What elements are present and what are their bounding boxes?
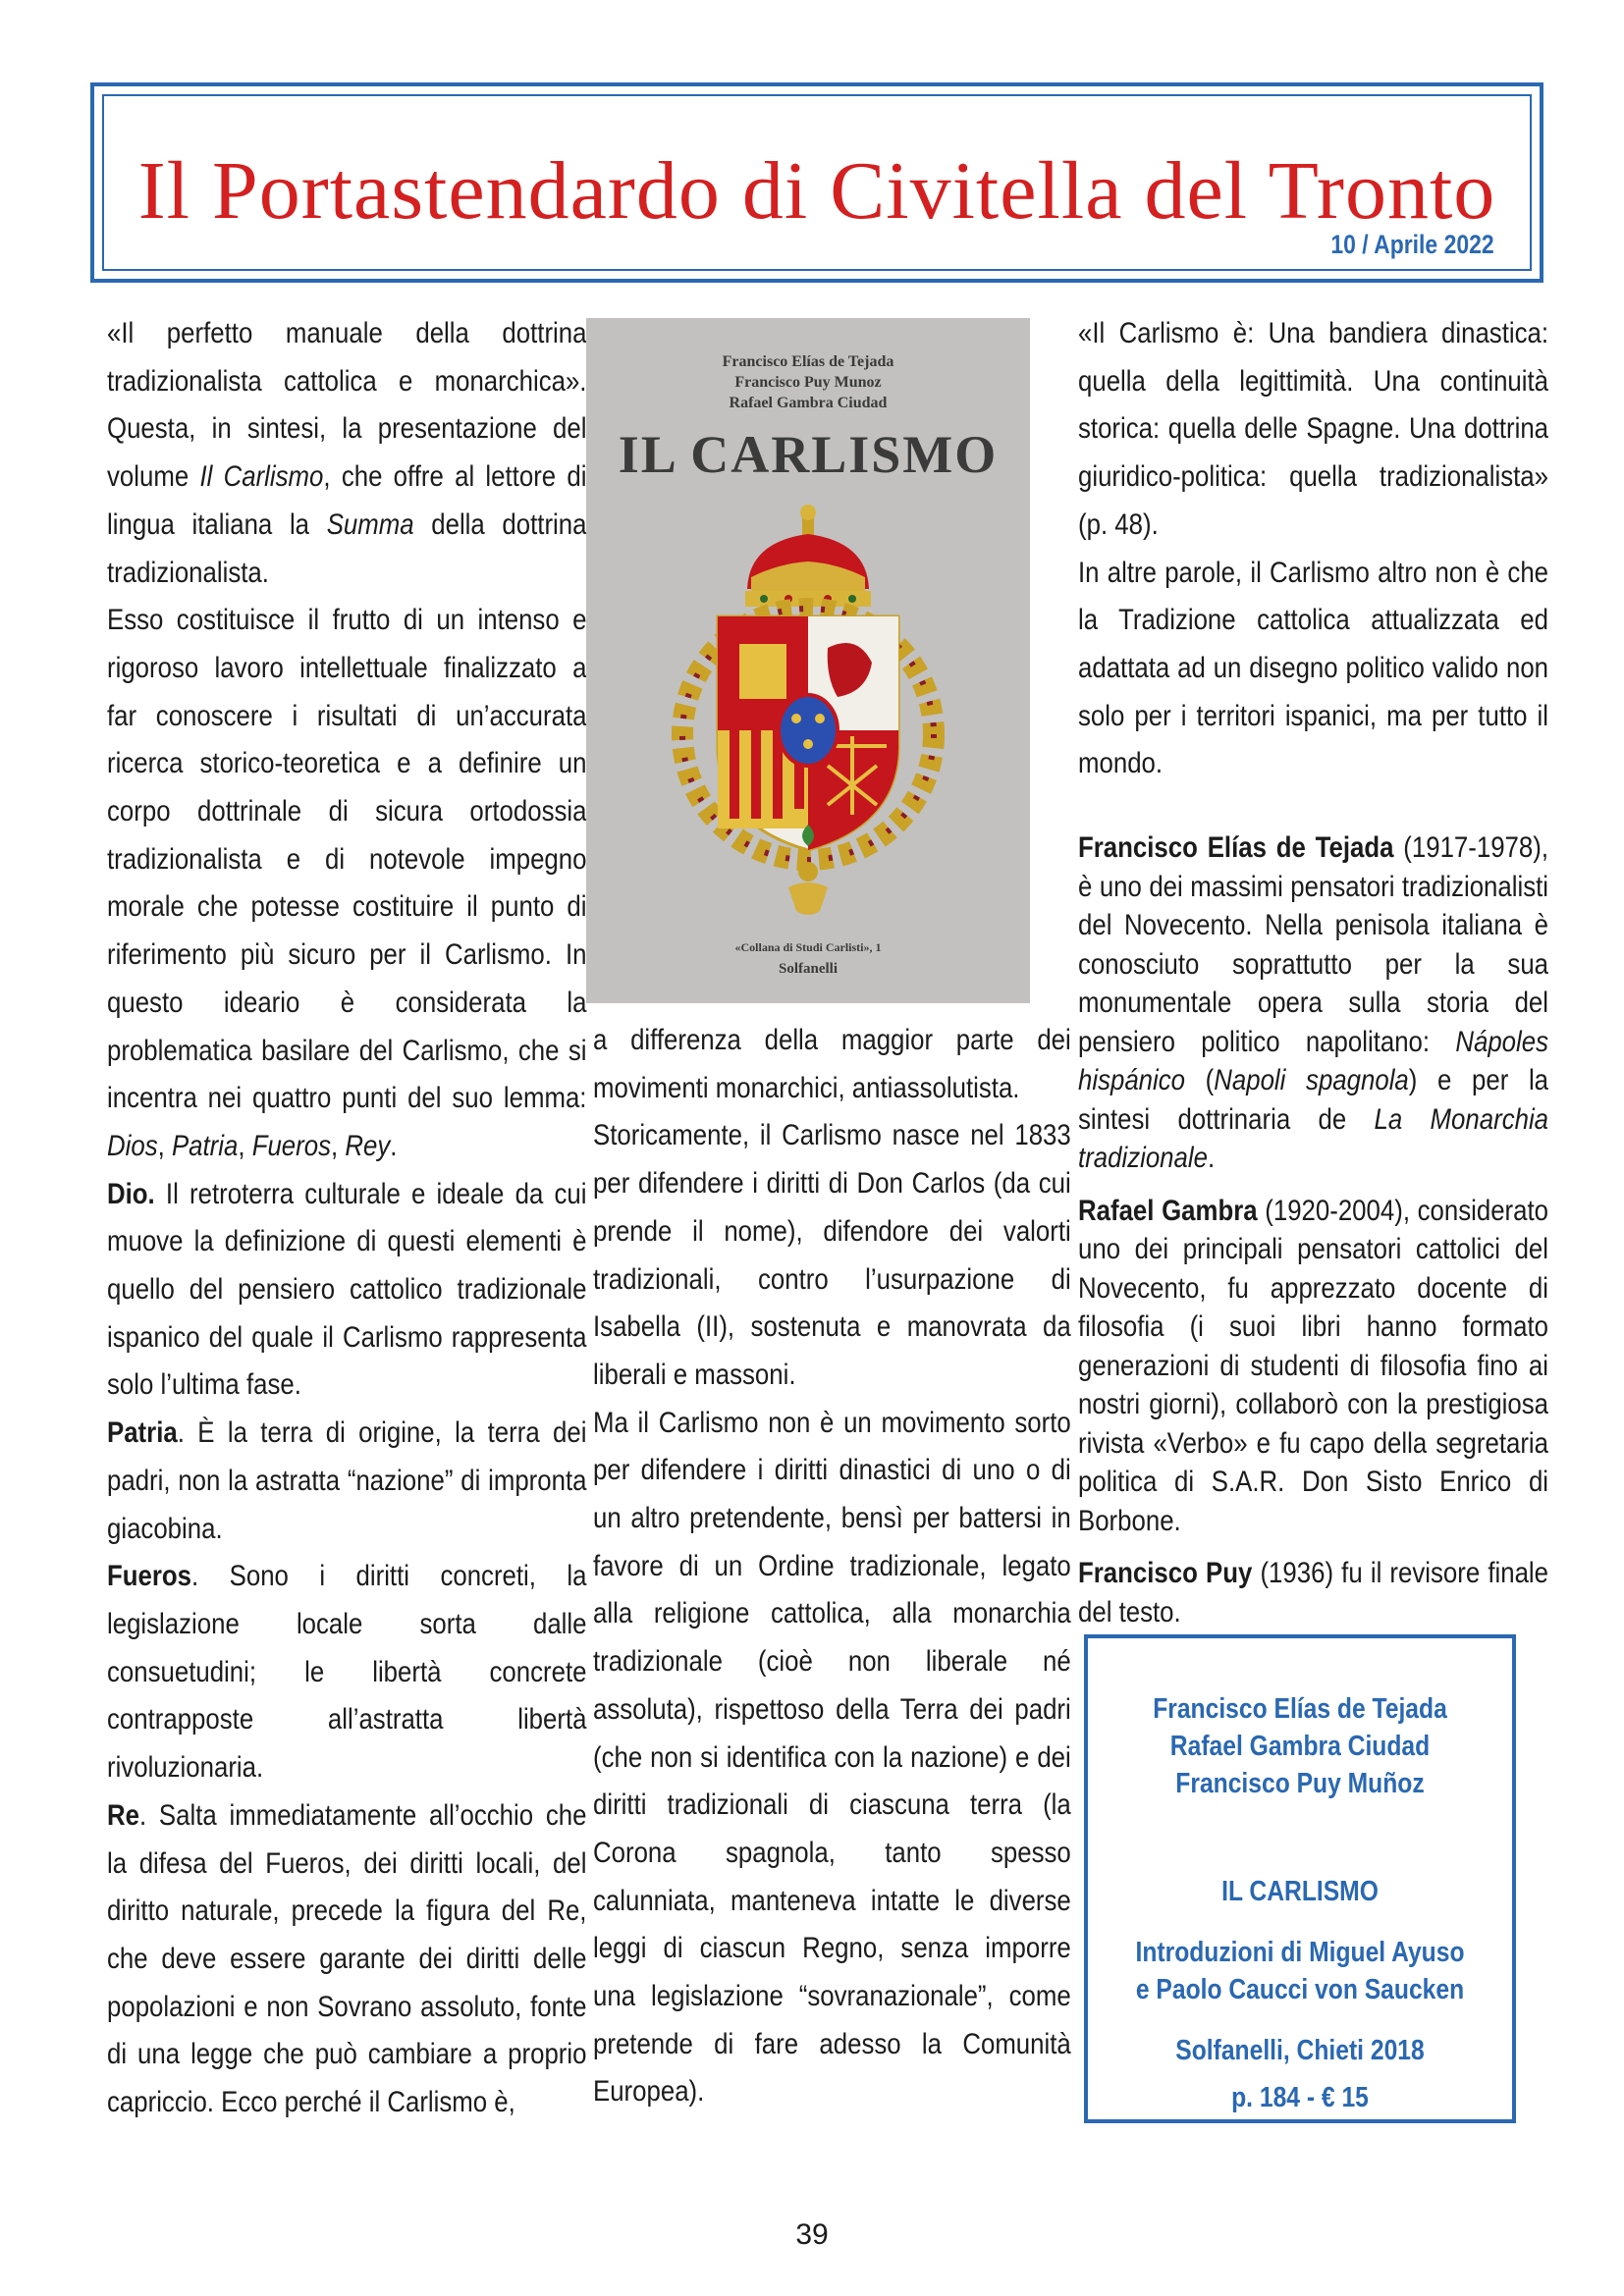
lemma-dios: Dios (107, 1129, 158, 1162)
re-label: Re (107, 1798, 139, 1832)
patria-paragraph (107, 1410, 586, 1553)
page-number: 39 (795, 2218, 829, 2251)
book-cover-series (586, 936, 1030, 980)
right-paragraph-2: In altre parole, il Carlismo altro non è che la Tradizione cattolica attualizzata ed adattata ad un disegno politico valido non solo per i territori ispanici, ma per tutto il mondo. (1078, 556, 1549, 780)
cover-author-2: Francisco Puy Munoz (734, 374, 882, 391)
info-author-3: Francisco Puy Muñoz (1175, 1768, 1425, 1799)
napoles-title: Nápoles hispánico (1078, 1025, 1549, 1096)
intro-text-2: , che offre al lettore di lingua italiana la (107, 460, 587, 541)
intro-text-3: della dottrina tradizionalista. (107, 507, 587, 589)
info-author-1: Francisco Elías de Tejada (1153, 1693, 1447, 1725)
patria-text: . È la terra di origine, la terra dei padri, non la astratta “nazione” di impronta giacobina. (107, 1416, 587, 1545)
re-paragraph (107, 1792, 586, 2127)
middle-paragraph-1: a differenza della maggior parte dei movimenti monarchici, antiassolutista. (593, 1024, 1071, 1104)
dio-label: Dio. (107, 1177, 155, 1210)
fueros-paragraph (107, 1553, 586, 1792)
tejada-bio (1078, 828, 1548, 1178)
info-publisher: Solfanelli, Chieti 2018 (1175, 2035, 1425, 2066)
cover-series-name: «Collana di Studi Carlisti», 1 (734, 940, 882, 954)
cover-author-1: Francisco Elías de Tejada (722, 353, 894, 370)
right-column-top (1078, 310, 1548, 788)
lemma-patria: Patria (171, 1129, 239, 1162)
tejada-text-2: ( (1185, 1064, 1215, 1096)
book-cover-title: IL CARLISMO (618, 425, 999, 484)
book-title-inline: Il Carlismo (199, 460, 324, 494)
intro-text: «Il perfetto manuale della dottrina tradizionalista cattolica e monarchica». Questa, in sintesi, la presentazione del volume (107, 317, 587, 494)
book-cover-image (586, 318, 1030, 1003)
lemma-paragraph: Esso costituisce il frutto di un intenso e rigoroso lavoro intellettuale finalizzato a far conoscere i risultati di un’accurata ricerca storico-teoretica e a definire un corpo dottrinale di sicura ortodossia tradizionalista e di notevole impegno morale che potesse costituire il punto di riferimento più sicuro per il Carlismo. In questo ideario è considerata la problematica basilare del Carlismo, che si incentra nei quattro punti del suo lemma: Dios, Patria, Fueros, Rey. (107, 604, 587, 1162)
info-intro-2: e Paolo Caucci von Saucken (1135, 1974, 1465, 2005)
coat-of-arms-icon (671, 501, 946, 923)
cover-publisher: Solfanelli (778, 961, 838, 977)
re-text: . Salta immediatamente all’occhio che la difesa del Fueros, dei diritti locali, del diritto naturale, precede la figura del Re, che deve essere garante dei diritti delle popolazioni e non Sovrano assoluto, fonte di una legge che può cambiare a proprio capriccio. Ecco perché il Carlismo è, (107, 1798, 587, 2119)
patria-label: Patria (107, 1416, 178, 1450)
lemma-text: Esso costituisce il frutto di un intenso e rigoroso lavoro intellettuale finalizzato a far conoscere i risultati di un’accurata ricerca storico-teoretica e a definire un corpo dottrinale di sicura ortodossia tradizionalista e di notevole impegno morale che potesse costituire il punto di riferimento più sicuro per il Carlismo. In questo ideario è considerata la problematica basilare del Carlismo, che si incentra nei quattro punti del suo lemma: (107, 604, 587, 1115)
masthead-title: Il Portastendardo di Civitella del Tronto (137, 145, 1496, 237)
fueros-label: Fueros (107, 1560, 192, 1593)
puy-text: (1936) fu il revisore finale del testo. (1078, 1557, 1549, 1629)
left-column (107, 310, 586, 2127)
gambra-bio (1078, 1192, 1548, 1541)
middle-paragraph-3: Ma il Carlismo non è un movimento sorto per difendere i diritti dinastici di uno o di un altro pretendente, bensì per battersi in favore di un Ordine tradizionale, legato alla religione cattolica, alla monarchia tradizionale (cioè non liberale né assoluta), rispettoso della Terra dei padri (che non si identifica con la nazione) e dei diritti tradizionali di ciascuna terra (la Corona spagnola, tanto spesso calunniata, manteneva intatte le diverse leggi di ciascun Regno, senza imporre una legislazione “sovranazionale”, come pretende di fare adesso la Comunità Europea). (593, 1406, 1071, 2109)
info-title: IL CARLISMO (1221, 1876, 1379, 1907)
middle-column (593, 1017, 1071, 2116)
lemma-rey: Rey (345, 1129, 391, 1162)
author-biographies (1078, 828, 1548, 1645)
puy-bio (1078, 1554, 1548, 1631)
cover-author-3: Rafael Gambra Ciudad (729, 395, 888, 411)
dio-paragraph (107, 1171, 586, 1411)
book-cover-authors (586, 351, 1030, 413)
intro-paragraph (107, 310, 586, 597)
fueros-text: . Sono i diritti concreti, la legislazione locale sorta dalle consuetudini; le libertà concrete contrapposte all’astratta libertà rivoluzionaria. (107, 1560, 587, 1785)
info-author-2: Rafael Gambra Ciudad (1169, 1731, 1431, 1762)
right-paragraph-1: «Il Carlismo è: Una bandiera dinastica: quella della legittimità. Una continuità storica: quella delle Spagne. Una dottrina giuridico-politica: quella tradizionalista» (p. 48). (1078, 317, 1549, 541)
issue-label: 10 / Aprile 2022 (1330, 230, 1494, 259)
masthead-frame (90, 82, 1543, 283)
summa-word: Summa (326, 507, 414, 541)
dio-text: Il retroterra culturale e ideale da cui muove la definizione di questi elementi è quello del pensiero cattolico tradizionale ispanico del quale il Carlismo rappresenta solo l’ultima fase. (107, 1177, 587, 1402)
napoli-title: Napoli spagnola (1214, 1064, 1409, 1096)
tejada-text-end: . (1207, 1142, 1216, 1174)
info-intro-1: Introduzioni di Miguel Ayuso (1135, 1937, 1465, 1968)
tejada-text-3: ) e per la sintesi dottrinaria de (1078, 1064, 1549, 1136)
info-price: p. 184 - € 15 (1231, 2082, 1369, 2113)
lemma-fueros: Fueros (251, 1129, 331, 1162)
gambra-name: Rafael Gambra (1078, 1194, 1258, 1227)
tejada-text: (1917-1978), è uno dei massimi pensatori tradizionalisti del Novecento. Nella penisola italiana è conosciuto soprattutto per la sua monumentale opera sulla storia del pensiero politico napolitano: (1078, 831, 1549, 1058)
middle-paragraph-2: Storicamente, il Carlismo nasce nel 1833 per difendere i diritti di Don Carlos (da cui prende il nome), difendore dei valorti tradizionali, contro l’usurpazione di Isabella (II), sostenuta e manovrata da liberali e massoni. (593, 1119, 1071, 1391)
book-info-box (1084, 1634, 1516, 2123)
tejada-name: Francisco Elías de Tejada (1078, 831, 1394, 864)
puy-name: Francisco Puy (1078, 1557, 1253, 1589)
monarchia-title: La Monarchia tradizionale (1078, 1102, 1549, 1174)
gambra-text: (1920-2004), considerato uno dei principali pensatori cattolici del Novecento, fu apprezzato docente di filosofia (i suoi libri hanno formato generazioni di studenti di filosofia fino ai nostri giorni), collaborò con la prestigiosa rivista «Verbo» e fu capo della segretaria politica di S.A.R. Don Sisto Enrico di Borbone. (1078, 1194, 1549, 1537)
